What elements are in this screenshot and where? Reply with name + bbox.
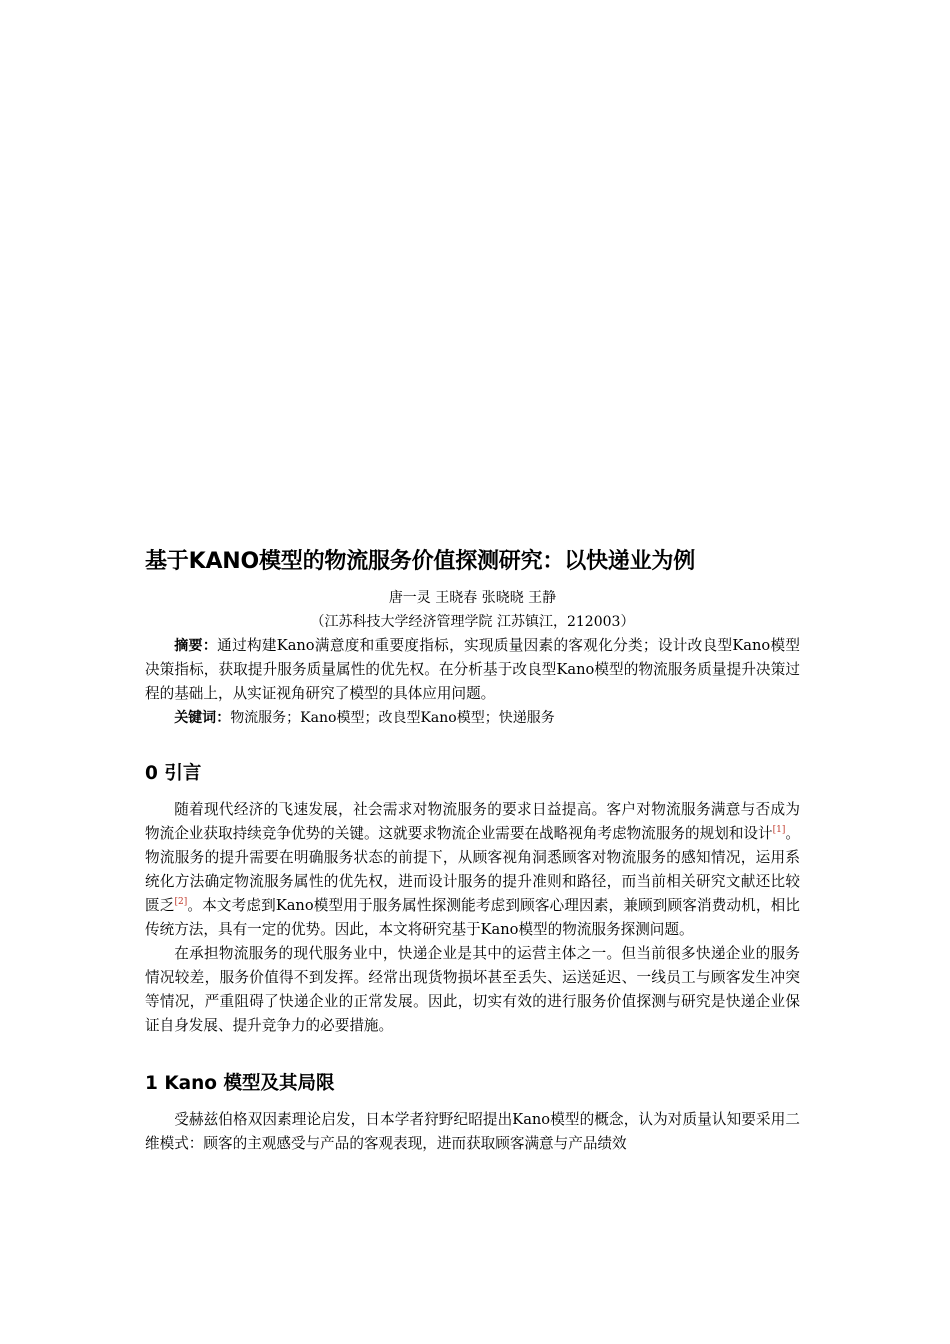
keywords-label: 关键词: [174, 710, 217, 726]
intro-p1-part-a: 随着现代经济的飞速发展，社会需求对物流服务的要求日益提高。客户对物流服务满意与否成为物流企业获取持续竞争优势的关键。这就要求物流企业需要在战略视角考虑物流服务的规划和设计: [145, 801, 800, 842]
authors: 唐一灵 王晓春 张晓晓 王静: [388, 590, 557, 606]
intro-paragraph-1: [145, 798, 800, 942]
keywords: [145, 706, 800, 730]
keywords-text: 物流服务；Kano模型；改良型Kano模型；快递服务: [230, 710, 555, 726]
section-heading-introduction: 0 引言: [145, 763, 202, 784]
section-heading-kano: 1 Kano 模型及其局限: [145, 1073, 335, 1094]
paper-content: [145, 546, 800, 1156]
abstract-label-colon: ：: [202, 638, 218, 654]
intro-p1-part-c: 。本文考虑到Kano模型用于服务属性探测能考虑到顾客心理因素，兼顾到顾客消费动机，相比传统方法，具有一定的优势。因此，本文将研究基于Kano模型的物流服务探测问题。: [145, 897, 800, 938]
affiliation: （江苏科技大学经济管理学院 江苏镇江，212003）: [310, 614, 635, 630]
paper-title: 基于KANO模型的物流服务价值探测研究：以快递业为例: [145, 549, 695, 574]
intro-paragraph-2: 在承担物流服务的现代服务业中，快递企业是其中的运营主体之一。但当前很多快递企业的服务情况较差，服务价值得不到发挥。经常出现货物损坏甚至丢失、运送延迟、一线员工与顾客发生冲突等情况，严重阻碍了快递企业的正常发展。因此，切实有效的进行服务价值探测与研究是快递企业保证自身发展、提升竞争力的必要措施。: [145, 945, 800, 1034]
citation-ref-2[interactable]: [2]: [174, 897, 188, 907]
kano-paragraph-1: 受赫兹伯格双因素理论启发，日本学者狩野纪昭提出Kano模型的概念，认为对质量认知要采用二维模式：顾客的主观感受与产品的客观表现，进而获取顾客满意与产品绩效: [145, 1111, 800, 1152]
intro-p1-part-b: 。物流服务的提升需要在明确服务状态的前提下，从顾客视角洞悉顾客对物流服务的感知情况，运用系统化方法确定物流服务属性的优先权，进而设计服务的提升准则和路径，而当前相关研究文献还比较匮乏: [145, 825, 800, 914]
abstract: [145, 634, 800, 706]
abstract-text: 通过构建Kano满意度和重要度指标，实现质量因素的客观化分类；设计改良型Kano模型决策指标，获取提升服务质量属性的优先权。在分析基于改良型Kano模型的物流服务质量提升决策过程的基础上，从实证视角研究了模型的具体应用问题。: [145, 637, 801, 702]
keywords-label-colon: ：: [216, 710, 231, 726]
citation-ref-1[interactable]: [1]: [772, 825, 786, 835]
abstract-label: 摘要: [174, 638, 203, 654]
